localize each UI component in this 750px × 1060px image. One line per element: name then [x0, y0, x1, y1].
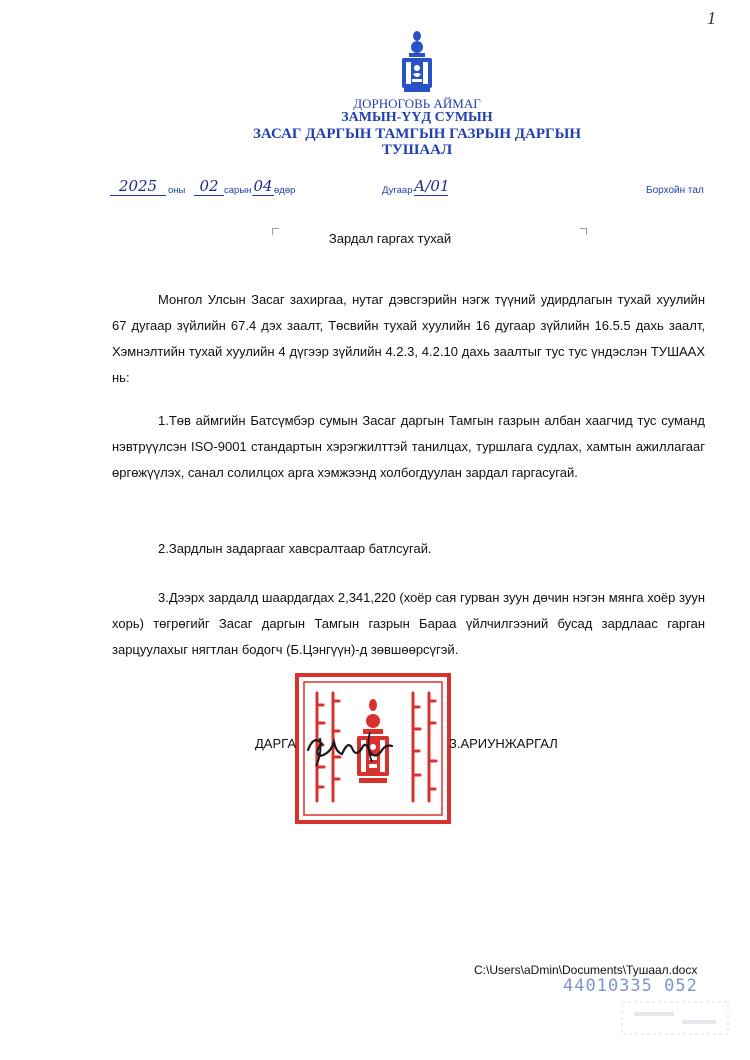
page-mark: 1: [707, 8, 716, 28]
date-day-label: өдөр: [274, 185, 296, 196]
serial-number: 44010335 052: [563, 976, 698, 996]
signatory-name: З.АРИУНЖАРГАЛ: [449, 736, 558, 751]
header-office: ЗАСАГ ДАРГЫН ТАМГЫН ГАЗРЫН ДАРГЫН: [252, 126, 581, 142]
date-month-label: сарын: [224, 185, 252, 196]
faint-stamp-mark: [620, 998, 730, 1038]
file-path: C:\Users\aDmin\Documents\Тушаал.docx: [474, 963, 698, 977]
place-of-issue: Борхойн тал: [646, 185, 704, 196]
date-year: 2025: [110, 177, 166, 196]
number-label: Дугаар: [382, 185, 413, 196]
body-paragraph-3: 3.Дээрх зардалд шаардагдах 2,341,220 (хоёр сая гурван зуун дөчин нэгэн мянга хоёр зуун хорь) төгрөгийг Засаг даргын Тамгын газрын Бараа үйлчилгээний бусад зардлаас гарган зарцуулахыг нягтлан бодогч (Б.Цэнгүүн)-д зөвшөөрсүгэй.: [112, 590, 705, 657]
header-aimag: ДОРНОГОВЬ АЙМАГ: [353, 96, 481, 111]
header-doc-type: ТУШААЛ: [381, 142, 453, 158]
header-sum: ЗАМЫН-ҮҮД СУМЫН: [341, 110, 493, 125]
body-paragraph-preamble: Монгол Улсын Засаг захиргаа, нутаг дэвсгэрийн нэгж түүний удирдлагын тухай хуулийн 67 дугаар зүйлийн 67.4 дэх заалт, Төсвийн тухай хуулийн 16 дугаар зүйлийн 16.5.5 дахь заалт, Хэмнэлтийн тухай хуулийн 4 дүгээр зүйлийн 4.2.3, 4.2.10 дахь заалтыг тус тус үндэслэн ТУШААХ нь:: [112, 292, 705, 385]
date-year-label: оны: [168, 185, 186, 196]
date-day: 04: [253, 177, 273, 195]
document-subject: Зардал гаргах тухай: [328, 231, 452, 246]
number-value: А/01: [414, 177, 450, 195]
state-emblem-icon: [398, 30, 436, 94]
date-month: 02: [194, 177, 224, 196]
signatory-title: ДАРГА: [255, 736, 296, 751]
body-paragraph-1: 1.Төв аймгийн Батсүмбэр сумын Засаг даргын Тамгын газрын албан хаагчид тус суманд нэвтрүүлсэн ISO-9001 стандартын хэрэгжилттэй танилцах, туршлага судлах, хамтын ажиллагааг өргөжүүлэх, санал солилцох арга хэмжээнд холбогдуулан зардал гаргасугай.: [112, 413, 705, 480]
body-paragraph-2: 2.Зардлын задаргааг хавсралтаар батлсугай.: [158, 541, 432, 556]
handwritten-signature: [300, 720, 420, 770]
